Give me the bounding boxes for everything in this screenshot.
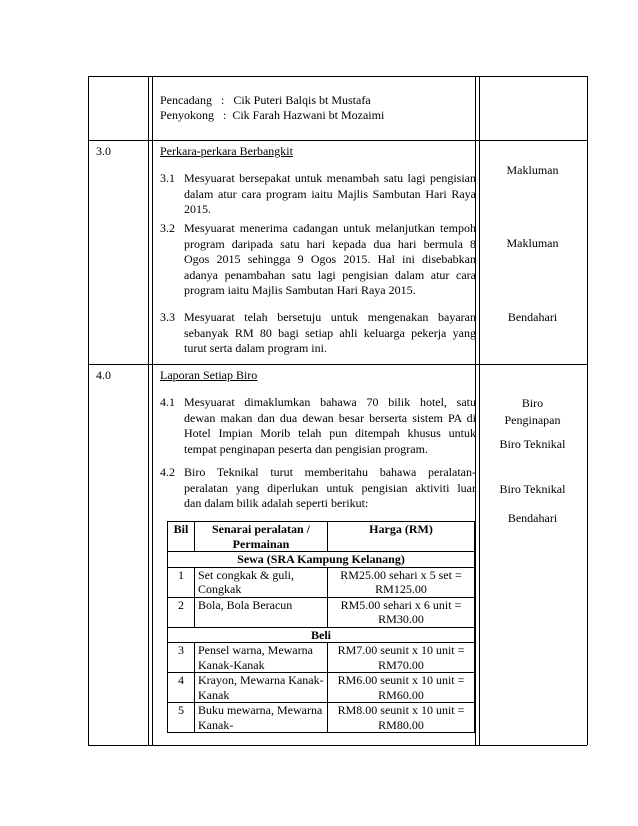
row-1-bil: 1 xyxy=(168,567,195,597)
section-3-heading: Perkara-perkara Berbangkit xyxy=(160,144,293,158)
column-border-left xyxy=(88,76,89,745)
item-3-1-number: 3.1 xyxy=(160,171,175,185)
row-5-price: RM8.00 seunit x 10 unit = RM80.00 xyxy=(328,703,475,733)
action-biro-teknikal-1: Biro Teknikal xyxy=(499,437,566,451)
item-4-2-number: 4.2 xyxy=(160,465,175,479)
item-3-2-line-2: program daripada satu hari kepada dua hari bermula 8 xyxy=(184,236,476,251)
header-harga: Harga (RM) xyxy=(328,522,475,552)
item-4-1-line-4: tempat penginapan peserta dan pengisian program. xyxy=(184,441,428,456)
item-3-1-line-3: 2015. xyxy=(184,202,211,216)
row-divider-1 xyxy=(88,140,587,141)
item-3-2-action: Makluman xyxy=(506,236,559,250)
row-3-bil: 3 xyxy=(168,643,195,673)
table-row xyxy=(168,567,475,597)
item-4-1-number: 4.1 xyxy=(160,395,175,409)
table-header-row xyxy=(168,522,475,552)
pencadang-line xyxy=(160,93,371,108)
penyokong-value: Cik Farah Hazwani bt Mozaimi xyxy=(232,108,385,122)
action-biro-teknikal-2: Biro Teknikal xyxy=(499,482,566,496)
item-4-2-line-3: dan dalam bilik adalah seperti berikut: xyxy=(184,496,369,510)
header-bil: Bil xyxy=(168,522,195,552)
row-5-item: Buku mewarna, Mewarna Kanak- xyxy=(195,703,328,733)
penyokong-colon: : xyxy=(223,108,227,122)
column-border-right xyxy=(587,76,588,745)
equipment-table xyxy=(167,521,475,733)
item-3-2-line-4: adanya penambahan satu lagi pengisian dalam atur cara xyxy=(184,267,476,282)
row-4-item: Krayon, Mewarna Kanak-Kanak xyxy=(195,673,328,703)
section-row-beli xyxy=(168,627,475,643)
item-3-3-line-2: sebanyak RM 80 bagi setiap ahli keluarga pekerja yang xyxy=(184,325,476,340)
section-3-number: 3.0 xyxy=(96,144,111,158)
action-biro: Biro xyxy=(521,396,544,410)
pencadang-label: Pencadang xyxy=(160,93,212,107)
item-4-2-line-1: Biro Teknikal turut memberitahu bahawa peralatan- xyxy=(184,465,476,479)
row-3-item: Pensel warna, Mewarna Kanak-Kanak xyxy=(195,643,328,673)
item-3-3-number: 3.3 xyxy=(160,310,175,324)
table-bottom-border xyxy=(88,745,587,746)
item-4-1-line-3: Hotel Impian Morib telah pun ditempah khusus untuk xyxy=(184,426,476,440)
row-2-price: RM5.00 sehari x 6 unit = RM30.00 xyxy=(328,597,475,627)
column-border-2b xyxy=(152,76,153,745)
item-4-1-line-1: Mesyuarat dimaklumkan bahawa 70 bilik hotel, satu xyxy=(184,395,476,409)
item-3-2-line-5: program iaitu Majlis Sambutan Hari Raya 2015. xyxy=(184,283,416,297)
table-row xyxy=(168,673,475,703)
item-3-3-line-1: Mesyuarat telah bersetuju untuk mengenakan bayaran xyxy=(184,310,476,324)
item-3-3-line-3: turut serta dalam program ini. xyxy=(184,341,327,355)
penyokong-label: Penyokong xyxy=(160,108,214,122)
item-3-2-number: 3.2 xyxy=(160,221,175,235)
penyokong-line xyxy=(160,108,384,123)
header-senarai: Senarai peralatan / Permainan xyxy=(195,522,328,552)
row-divider-2 xyxy=(88,364,587,365)
table-row xyxy=(168,643,475,673)
table-top-border xyxy=(88,76,587,77)
item-3-2-line-1: Mesyuarat menerima cadangan untuk melanjutkan tempoh xyxy=(184,221,476,235)
table-row xyxy=(168,703,475,733)
section-row-sewa xyxy=(168,552,475,568)
item-3-2-line-3: Ogos 2015 sehingga 9 Ogos 2015. Hal ini disebabkan xyxy=(184,252,476,266)
column-border-2a xyxy=(148,76,149,745)
row-1-item: Set congkak & guli, Congkak xyxy=(195,567,328,597)
row-4-price: RM6.00 seunit x 10 unit = RM60.00 xyxy=(328,673,475,703)
row-2-item: Bola, Bola Beracun xyxy=(195,597,328,627)
pencadang-value: Cik Puteri Balqis bt Mustafa xyxy=(233,93,371,107)
section-title-beli: Beli xyxy=(168,627,475,643)
item-3-1-line-2: dalam atur cara program iaitu Majlis Sambutan Hari Raya xyxy=(184,186,476,201)
item-4-2-line-2: peralatan yang diperlukan untuk pengisian aktiviti luar xyxy=(184,480,476,495)
item-4-1-line-2: dewan makan dan dua dewan besar berserta sistem PA di xyxy=(184,410,476,425)
section-title-sewa: Sewa (SRA Kampung Kelanang) xyxy=(168,552,475,568)
action-penginapan: Penginapan xyxy=(504,413,561,427)
item-3-3-action: Bendahari xyxy=(507,310,558,324)
pencadang-colon: : xyxy=(220,93,225,107)
row-4-bil: 4 xyxy=(168,673,195,703)
action-bendahari: Bendahari xyxy=(507,511,558,525)
item-3-1-action: Makluman xyxy=(506,163,559,177)
row-2-bil: 2 xyxy=(168,597,195,627)
section-4-number: 4.0 xyxy=(96,368,111,382)
item-3-1-line-1: Mesyuarat bersepakat untuk menambah satu lagi pengisian xyxy=(184,171,476,185)
row-5-bil: 5 xyxy=(168,703,195,733)
table-row xyxy=(168,597,475,627)
section-4-heading: Laporan Setiap Biro xyxy=(160,368,258,382)
row-1-price: RM25.00 sehari x 5 set = RM125.00 xyxy=(328,567,475,597)
row-3-price: RM7.00 seunit x 10 unit = RM70.00 xyxy=(328,643,475,673)
